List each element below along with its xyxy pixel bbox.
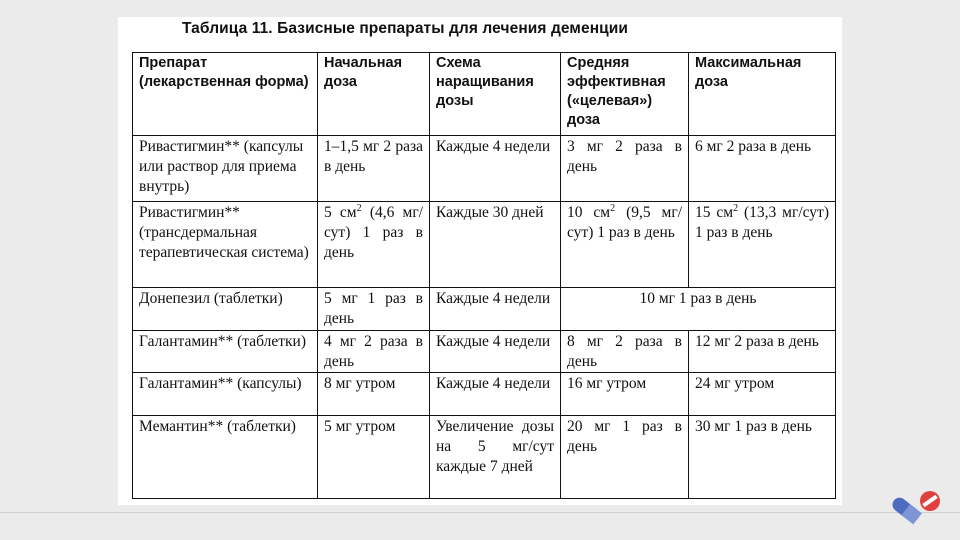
row2-max bbox=[689, 202, 836, 288]
row3-start: 5 мг 1 раз в день bbox=[318, 288, 430, 331]
no-entry-icon bbox=[920, 491, 940, 511]
header-drug: Препарат (лекарственная форма) bbox=[133, 53, 318, 136]
pill-logo bbox=[887, 487, 947, 527]
row2-drug: Ривастигмин** (трансдермальная терапевтическая система) bbox=[133, 202, 318, 288]
row4-max: 12 мг 2 раза в день bbox=[689, 331, 836, 373]
row2-mid bbox=[561, 202, 689, 288]
row4-drug: Галантамин** (таблетки) bbox=[133, 331, 318, 373]
row6-drug: Мемантин** (таблетки) bbox=[133, 416, 318, 499]
table-row bbox=[133, 202, 836, 288]
row2-start-sup: 2 bbox=[356, 202, 362, 214]
drug-table bbox=[132, 52, 836, 499]
document-page bbox=[118, 17, 842, 505]
row2-mid-sup: 2 bbox=[610, 202, 616, 214]
row5-max: 24 мг утром bbox=[689, 373, 836, 416]
row4-mid: 8 мг 2 раза в день bbox=[561, 331, 689, 373]
row4-start: 4 мг 2 раза в день bbox=[318, 331, 430, 373]
row6-max: 30 мг 1 раз в день bbox=[689, 416, 836, 499]
header-titration: Схема наращивания дозы bbox=[430, 53, 561, 136]
header-target-dose: Средняя эффективная («целевая») доза bbox=[561, 53, 689, 136]
row2-start-area: 5 см bbox=[324, 204, 357, 221]
table-title: Таблица 11. Базисные препараты для лечения деменции bbox=[182, 20, 629, 37]
row1-drug: Ривастигмин** (капсулы или раствор для приема внутрь) bbox=[133, 136, 318, 202]
row3-drug: Донепезил (таблетки) bbox=[133, 288, 318, 331]
row2-max-area: 15 см bbox=[695, 204, 734, 221]
row4-scheme: Каждые 4 недели bbox=[430, 331, 561, 373]
header-start-dose: Начальная доза bbox=[318, 53, 430, 136]
row6-scheme: Увеличение дозы на 5 мг/сут каждые 7 дней bbox=[430, 416, 561, 499]
row1-start: 1–1,5 мг 2 раза в день bbox=[318, 136, 430, 202]
row6-start: 5 мг утром bbox=[318, 416, 430, 499]
row5-mid: 16 мг утром bbox=[561, 373, 689, 416]
table-row bbox=[133, 331, 836, 373]
row2-max-sup: 2 bbox=[733, 202, 739, 214]
table-row bbox=[133, 416, 836, 499]
row5-start: 8 мг утром bbox=[318, 373, 430, 416]
header-max-dose: Максимальная доза bbox=[689, 53, 836, 136]
footer-divider bbox=[0, 512, 960, 513]
row5-drug: Галантамин** (капсулы) bbox=[133, 373, 318, 416]
row3-mid-max: 10 мг 1 раз в день bbox=[561, 288, 836, 331]
table-row bbox=[133, 288, 836, 331]
pill-capsule-icon bbox=[890, 495, 922, 525]
row2-mid-area: 10 см bbox=[567, 204, 611, 221]
row2-scheme: Каждые 30 дней bbox=[430, 202, 561, 288]
row2-mid-rest: (9,5 мг/сут) 1 раз в день bbox=[567, 204, 682, 241]
row5-scheme: Каждые 4 недели bbox=[430, 373, 561, 416]
row1-scheme: Каждые 4 недели bbox=[430, 136, 561, 202]
table-row bbox=[133, 373, 836, 416]
row6-mid: 20 мг 1 раз в день bbox=[561, 416, 689, 499]
table-header-row bbox=[133, 53, 836, 136]
row1-mid: 3 мг 2 раза в день bbox=[561, 136, 689, 202]
row2-max-rest: (13,3 мг/сут) 1 раз в день bbox=[695, 204, 829, 241]
row3-scheme: Каждые 4 недели bbox=[430, 288, 561, 331]
row1-max: 6 мг 2 раза в день bbox=[689, 136, 836, 202]
table-row bbox=[133, 136, 836, 202]
row2-start bbox=[318, 202, 430, 288]
row2-start-rest: (4,6 мг/сут) 1 раз в день bbox=[324, 204, 423, 261]
